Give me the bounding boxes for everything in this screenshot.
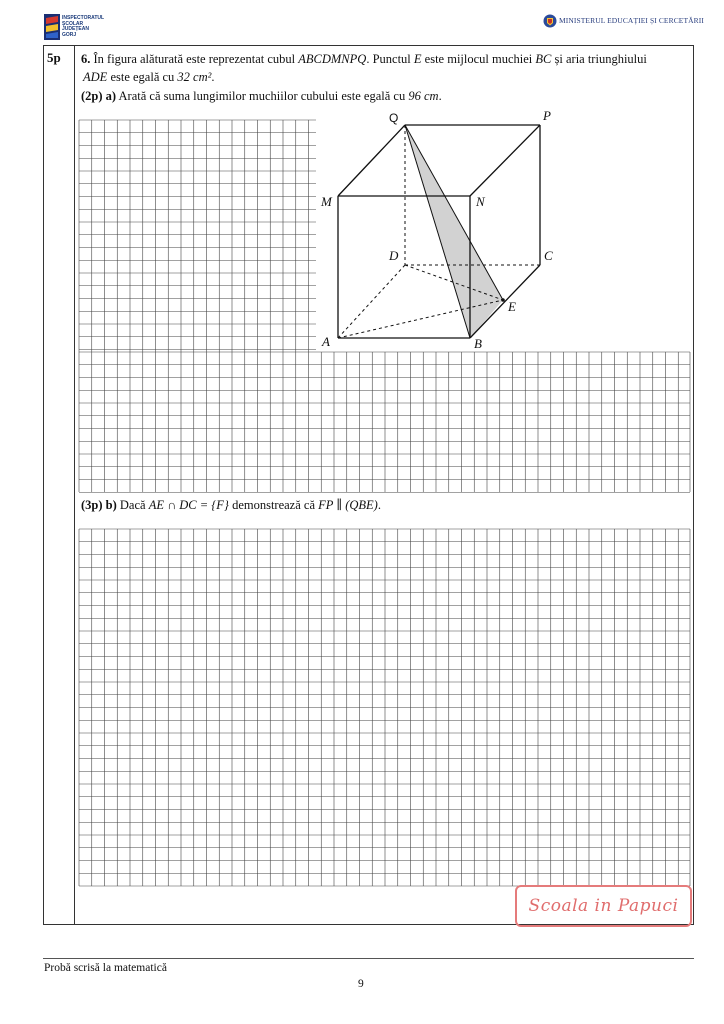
problem-number: 6. (81, 52, 91, 66)
label-m: M (321, 194, 332, 209)
footer-subject: Probă scrisă la matematică (44, 962, 167, 974)
statement-part: . Punctul (366, 52, 414, 66)
part-a-text: Arată că suma lungimilor muchiilor cubului este egală cu (116, 89, 409, 103)
point-e: E (413, 52, 422, 66)
part-b-text: demonstrează că (228, 498, 319, 512)
page-number: 9 (358, 978, 364, 990)
statement-part: este mijlocul muchiei (421, 52, 536, 66)
label-d: D (389, 248, 399, 263)
statement-part: . (211, 70, 215, 84)
part-b-end: . (377, 498, 381, 512)
statement-part: și aria triunghiului (551, 52, 647, 66)
label-e: E (508, 299, 516, 314)
part-b-expr-2: FP ∥ (QBE) (318, 498, 378, 512)
edge-bc: BC (535, 52, 552, 66)
label-p: P (543, 108, 551, 123)
watermark-stamp: Scoala in Papuci (515, 885, 692, 927)
part-a-value: 96 cm (408, 89, 439, 103)
part-a-end: . (438, 89, 442, 103)
part-b-expr-1: AE ∩ DC = {F} (148, 498, 229, 512)
area-value: 32 cm² (177, 70, 212, 84)
part-b-points: (3p) b) (81, 498, 117, 512)
triangle-ade: ADE (83, 70, 108, 84)
statement-part: În figura alăturată este reprezentat cubul (90, 52, 299, 66)
ministry-name: MINISTERUL EDUCAȚIEI ȘI CERCETĂRII (559, 16, 704, 25)
label-a: A (322, 334, 330, 349)
cube-name: ABCDMNPQ (298, 52, 367, 66)
label-n: N (476, 194, 485, 209)
footer-divider (43, 958, 694, 959)
problem-points: 5p (47, 50, 61, 65)
part-b-text: Dacă (116, 498, 149, 512)
label-q: Q (389, 111, 399, 125)
statement-part: este egală cu (107, 70, 178, 84)
inspectorate-name: INSPECTORATUL ȘCOLAR JUDEȚEAN GORJ (62, 15, 105, 38)
label-b: B (474, 336, 482, 351)
label-c: C (544, 248, 553, 263)
part-a-points: (2p) a) (81, 89, 117, 103)
